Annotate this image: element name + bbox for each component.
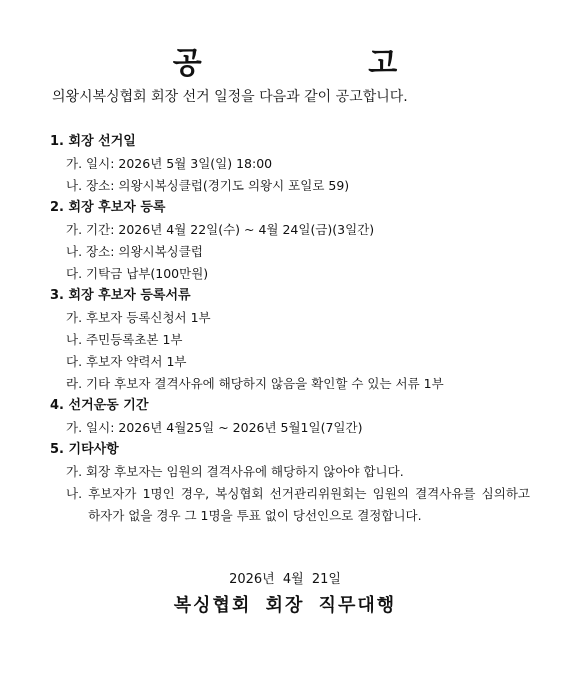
item-mark: 라. <box>66 376 83 391</box>
item-mark: 나. <box>66 244 83 259</box>
item-text: 후보자 등록신청서 1부 <box>86 310 211 325</box>
item-mark: 나. <box>66 332 83 347</box>
item-text: 후보자가 1명인 경우, 복싱협회 선거관리위원회는 임원의 결격사유를 심의하고 하자가 없을 경우 그 1명을 투표 없이 당선인으로 결정합니다. <box>88 486 530 523</box>
item-text: 장소: 의왕시복싱클럽(경기도 의왕시 포일로 59) <box>86 178 350 193</box>
section-registration-documents <box>50 285 530 395</box>
section-heading: 4. 선거운동 기간 <box>50 398 149 413</box>
item-mark: 다. <box>66 354 83 369</box>
intro-text: 의왕시복싱협회 회장 선거 일정을 다음과 같이 공고합니다. <box>52 89 408 105</box>
list-item <box>50 307 530 329</box>
item-text: 일시: 2026년 4월25일 ~ 2026년 5월1일(7일간) <box>86 420 363 435</box>
item-mark: 가. <box>66 310 83 325</box>
item-mark: 다. <box>66 266 83 281</box>
item-mark: 나. <box>66 486 83 501</box>
notice-title: 공 고 <box>172 46 476 81</box>
item-mark: 가. <box>66 222 83 237</box>
list-item <box>50 263 530 285</box>
list-item <box>50 329 530 351</box>
list-item <box>50 351 530 373</box>
section-heading: 1. 회장 선거일 <box>50 134 136 149</box>
issuer-signature: 복싱협회 회장 직무대행 <box>173 595 397 616</box>
item-text: 일시: 2026년 5월 3일(일) 18:00 <box>86 156 273 171</box>
section-campaign-period <box>50 395 530 439</box>
item-text: 주민등록초본 1부 <box>86 332 183 347</box>
list-item <box>50 153 530 175</box>
list-item <box>50 241 530 263</box>
section-heading: 5. 기타사항 <box>50 442 119 457</box>
list-item <box>50 417 530 439</box>
item-text: 기간: 2026년 4월 22일(수) ~ 4월 24일(금)(3일간) <box>86 222 375 237</box>
section-heading: 2. 회장 후보자 등록 <box>50 200 166 215</box>
list-item <box>50 483 530 527</box>
notice-date: 2026년 4월 21일 <box>229 572 341 587</box>
item-text: 회장 후보자는 임원의 결격사유에 해당하지 않아야 합니다. <box>86 464 404 479</box>
list-item <box>50 219 530 241</box>
section-election-day <box>50 131 530 197</box>
item-mark: 가. <box>66 420 83 435</box>
section-heading: 3. 회장 후보자 등록서류 <box>50 288 191 303</box>
item-text: 후보자 약력서 1부 <box>86 354 187 369</box>
item-text: 기타 후보자 결격사유에 해당하지 않음을 확인할 수 있는 서류 1부 <box>86 376 444 391</box>
list-item <box>50 175 530 197</box>
notice-sections <box>50 131 530 527</box>
section-other-matters <box>50 439 530 527</box>
section-candidate-registration <box>50 197 530 285</box>
list-item <box>50 373 530 395</box>
item-mark: 가. <box>66 156 83 171</box>
item-mark: 나. <box>66 178 83 193</box>
item-text: 기탁금 납부(100만원) <box>86 266 209 281</box>
item-text: 장소: 의왕시복싱클럽 <box>86 244 203 259</box>
item-mark: 가. <box>66 464 83 479</box>
list-item <box>50 461 530 483</box>
